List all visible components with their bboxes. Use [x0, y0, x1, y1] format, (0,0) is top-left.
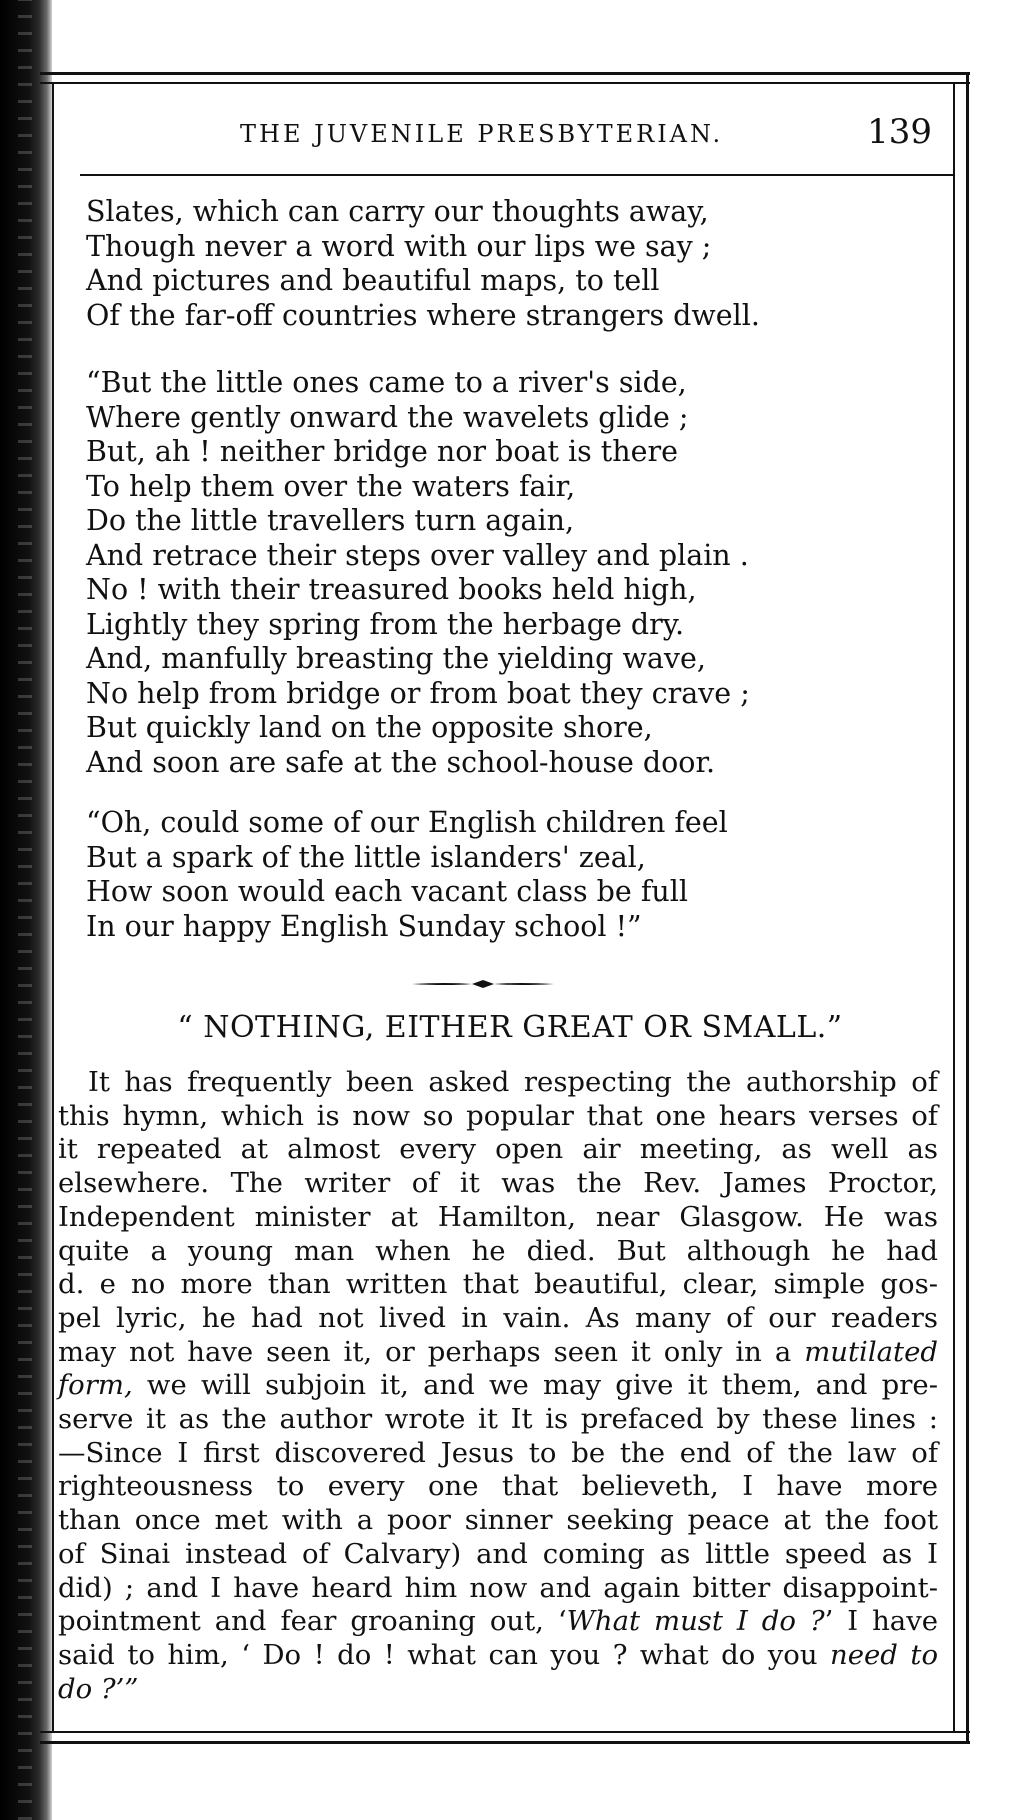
top-border-rule — [40, 72, 970, 75]
ornament-divider — [412, 979, 554, 989]
article-line: righteousness to every one that believeth, I have more — [58, 1470, 938, 1503]
article-line — [58, 1673, 938, 1707]
poem-line: Slates, which can carry our thoughts away, — [86, 195, 709, 228]
poem-line: But quickly land on the opposite shore, — [86, 711, 653, 744]
article-line: this hymn, which is now so popular that one hears verses of — [58, 1099, 938, 1132]
article-italic-text: What must I do ? — [566, 1605, 825, 1638]
article-text: ’ I have — [824, 1605, 938, 1638]
right-border-rule-inner — [953, 84, 955, 1732]
article-italic-text: form, — [58, 1369, 133, 1402]
article-text: may not have seen it, or perhaps seen it only in a — [58, 1335, 792, 1368]
article-line: serve it as the author wrote it It is prefaced by these lines : — [58, 1403, 938, 1436]
poem-line: And, manfully breasting the yielding wave, — [86, 642, 706, 675]
poem-stanza-3 — [86, 806, 906, 944]
poem-line: In our happy English Sunday school !” — [86, 909, 642, 943]
poem-line: And soon are safe at the school-house door. — [86, 745, 716, 779]
poem-line: Though never a word with our lips we say ; — [86, 229, 712, 263]
article-text: said to him, ‘ Do ! do ! what can you ? what do you — [58, 1638, 818, 1671]
right-border-rule — [966, 74, 969, 1742]
article-italic-text: do ?’” — [58, 1672, 139, 1705]
poem-line: Lightly they spring from the herbage dry. — [86, 607, 685, 641]
bottom-border-rule-inner — [40, 1731, 970, 1733]
article-line: Independent minister at Hamilton, near Glasgow. He was — [58, 1200, 938, 1233]
poem-stanza-1 — [86, 195, 906, 333]
article-italic-text: need to — [830, 1638, 938, 1671]
article-italic-text: mutilated — [804, 1335, 938, 1368]
bottom-border-rule — [40, 1741, 970, 1744]
article-line: it repeated at almost every open air meeting, as well as — [58, 1133, 938, 1166]
article-line: of Sinai instead of Calvary) and coming as little speed as I — [58, 1537, 938, 1570]
article-line — [58, 1369, 938, 1403]
article-line: quite a young man when he died. But although he had — [58, 1234, 938, 1267]
article-body — [58, 1066, 938, 1706]
article-text: we will subjoin it, and we may give it them, and pre- — [146, 1369, 939, 1402]
poem-line: But, ah ! neither bridge nor boat is there — [86, 435, 678, 468]
page-number: 139 — [867, 112, 932, 152]
article-line: pel lyric, he had not lived in vain. As many of our readers — [58, 1301, 938, 1334]
poem-line: “But the little ones came to a river's side, — [86, 366, 687, 399]
article-line: than once met with a poor sinner seeking peace at the foot — [58, 1504, 938, 1537]
poem-line: How soon would each vacant class be full — [86, 875, 688, 908]
poem-line: Of the far-off countries where strangers dwell. — [86, 298, 760, 332]
poem-line: No ! with their treasured books held high, — [86, 573, 697, 606]
article-line: elsewhere. The writer of it was the Rev. James Proctor, — [58, 1167, 938, 1200]
running-title: THE JUVENILE PRESBYTERIAN. — [240, 120, 724, 148]
article-line — [58, 1605, 938, 1639]
left-border-rule — [52, 84, 54, 1732]
poem-line: No help from bridge or from boat they crave ; — [86, 676, 750, 710]
header-rule — [80, 174, 955, 176]
poem-line: To help them over the waters fair, — [86, 469, 576, 503]
section-heading: “ NOTHING, EITHER GREAT OR SMALL.” — [177, 1010, 843, 1045]
article-line — [58, 1336, 938, 1370]
poem-line: But a spark of the little islanders' zeal, — [86, 840, 646, 874]
article-line: did) ; and I have heard him now and again bitter disappoint- — [58, 1571, 938, 1604]
poem-line: Do the little travellers turn again, — [86, 504, 575, 537]
poem-line: And retrace their steps over valley and plain . — [86, 538, 749, 572]
top-border-rule-inner — [40, 82, 970, 84]
article-line: It has frequently been asked respecting the authorship of — [88, 1066, 938, 1098]
running-header — [80, 112, 940, 162]
article-text: pointment and fear groaning out, ‘ — [58, 1605, 567, 1638]
article-line — [58, 1639, 938, 1673]
article-line: d. e no more than written that beautiful, clear, simple gos- — [58, 1268, 938, 1301]
poem-stanza-2 — [86, 366, 906, 780]
poem-line: And pictures and beautiful maps, to tell — [86, 264, 660, 297]
poem-line: Where gently onward the wavelets glide ; — [86, 400, 689, 434]
page-binding-edge — [0, 0, 52, 1820]
poem-line: “Oh, could some of our English children feel — [86, 806, 728, 839]
article-line: —Since I first discovered Jesus to be the end of the law of — [58, 1436, 938, 1469]
